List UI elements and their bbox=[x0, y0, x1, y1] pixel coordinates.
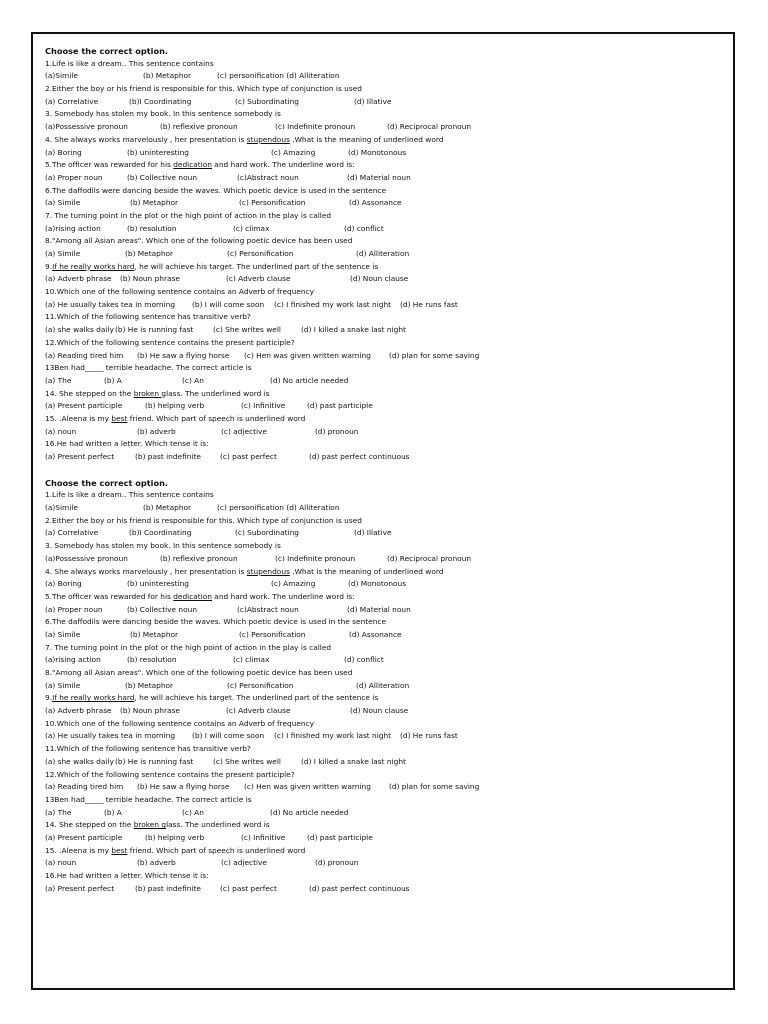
options-row bbox=[45, 502, 725, 515]
options-row bbox=[45, 730, 725, 743]
options-row bbox=[45, 273, 725, 286]
option: (b) A bbox=[104, 375, 122, 385]
options-row bbox=[45, 248, 725, 261]
option: (b) adverb bbox=[137, 858, 176, 868]
option: (c) I finished my work last night bbox=[274, 299, 392, 309]
option: (c) She writes well bbox=[213, 325, 281, 335]
question-stem bbox=[45, 566, 725, 579]
question-stem: 11.Which of the following sentence has transitive verb? bbox=[45, 744, 251, 754]
underlined-word: stupendous bbox=[246, 134, 290, 144]
options-row bbox=[45, 578, 725, 591]
question-stem: 7. The turning point in the plot or the high point of action in the play is called bbox=[45, 642, 332, 652]
options-row bbox=[45, 324, 725, 337]
options-row bbox=[45, 527, 725, 540]
question-stem bbox=[45, 134, 725, 147]
stem-text: .What is the meaning of underlined word bbox=[289, 134, 444, 144]
option: (d) Material noun bbox=[347, 172, 411, 182]
stem-text: friend. Which part of speech is underlined word bbox=[127, 413, 306, 423]
option: (c) Adverb clause bbox=[226, 274, 291, 284]
options-row bbox=[45, 832, 725, 845]
option: (a) He usually takes tea in morning bbox=[45, 299, 176, 309]
options-row bbox=[45, 299, 725, 312]
underlined-word: best bbox=[111, 845, 128, 855]
option: (b) resolution bbox=[127, 655, 177, 665]
options-row bbox=[45, 756, 725, 769]
option: (b) helping verb bbox=[145, 401, 205, 411]
option: (c) Personification bbox=[227, 680, 294, 690]
option: (c) adjective bbox=[221, 858, 267, 868]
option: (c)Abstract noun bbox=[237, 604, 299, 614]
option: (d) pronoun bbox=[315, 426, 359, 436]
question-stem: 8."Among all Asian areas". Which one of the following poetic device has been used bbox=[45, 236, 353, 246]
option: (b) Noun phrase bbox=[120, 706, 180, 716]
stem-text: 5.The officer was rewarded for his bbox=[45, 591, 174, 601]
option: (b) Metaphor bbox=[125, 680, 174, 690]
option: (d) Alliteration bbox=[356, 680, 410, 690]
question-stem: 13Ben had_____ terrible headache. The correct article is bbox=[45, 363, 252, 373]
option: (c) Indefinite pronoun bbox=[275, 122, 356, 132]
stem-text: 4. She always works marvelously , her presentation is bbox=[45, 134, 247, 144]
option: (d) pronoun bbox=[315, 858, 359, 868]
option: (a) Simile bbox=[45, 680, 81, 690]
quiz-block-2 bbox=[45, 477, 725, 896]
options-row bbox=[45, 223, 725, 236]
options-row bbox=[45, 172, 725, 185]
stem-text: 14. She stepped on the bbox=[45, 388, 134, 398]
option: (b) uninteresting bbox=[127, 147, 189, 157]
option: (b) He is running fast bbox=[115, 756, 194, 766]
stem-text: 5.The officer was rewarded for his bbox=[45, 160, 174, 170]
option: (d) plan for some saving bbox=[389, 782, 480, 792]
underlined-word: If he really works hard bbox=[52, 261, 135, 271]
option: (d) Reciprocal pronoun bbox=[387, 553, 472, 563]
option: (d) Illative bbox=[354, 528, 392, 538]
section-heading: Choose the correct option. bbox=[45, 46, 169, 56]
option: (b) I will come soon bbox=[192, 299, 265, 309]
option: (b) resolution bbox=[127, 223, 177, 233]
options-row bbox=[45, 553, 725, 566]
question-stem: 2.Either the boy or his friend is responsible for this. Which type of conjunction is used bbox=[45, 84, 362, 94]
options-row bbox=[45, 350, 725, 363]
options-row bbox=[45, 426, 725, 439]
option: (b) uninteresting bbox=[127, 579, 189, 589]
question-stem: 12.Which of the following sentence contains the present participle? bbox=[45, 769, 295, 779]
option: (b) reflexive pronoun bbox=[160, 553, 238, 563]
option: (c) personification (d) Alliteration bbox=[217, 503, 340, 513]
worksheet bbox=[45, 45, 725, 895]
option: (b) adverb bbox=[137, 426, 176, 436]
option: (d) Illative bbox=[354, 96, 392, 106]
question-stem bbox=[45, 413, 725, 426]
option: (a) Present perfect bbox=[45, 452, 115, 461]
question-stem: 1.Life is like a dream.. This sentence contains bbox=[45, 58, 214, 68]
option: (a) Correlative bbox=[45, 96, 99, 106]
options-row bbox=[45, 375, 725, 388]
stem-text: and hard work. The underline word is: bbox=[211, 160, 355, 170]
underlined-word: best bbox=[111, 413, 128, 423]
options-row bbox=[45, 96, 725, 109]
option: (b) Metaphor bbox=[130, 629, 179, 639]
option: (a)rising action bbox=[45, 223, 101, 233]
option: (c) Personification bbox=[227, 249, 294, 258]
question-stem: 1.Life is like a dream.. This sentence contains bbox=[45, 490, 214, 500]
option: (d) conflict bbox=[344, 655, 384, 665]
stem-text: 14. She stepped on the bbox=[45, 820, 134, 830]
option: (a) Adverb phrase bbox=[45, 274, 112, 284]
option: (d) Assonance bbox=[349, 629, 402, 639]
stem-text: lass. The underlined word is bbox=[166, 388, 270, 398]
stem-text: 15. .Aleena is my bbox=[45, 413, 112, 423]
option: (d) Assonance bbox=[349, 198, 402, 208]
stem-text: , he will achieve his target. The underlined part of the sentence is bbox=[134, 693, 379, 703]
options-row bbox=[45, 197, 725, 210]
option: (a)Simile bbox=[45, 503, 78, 513]
option: (b) I will come soon bbox=[192, 731, 265, 741]
option: (b) He saw a flying horse bbox=[137, 350, 230, 360]
question-stem: 3. Somebody has stolen my book. In this sentence somebody is bbox=[45, 541, 281, 551]
option: (c) Subordinating bbox=[235, 528, 299, 538]
option: (a)Simile bbox=[45, 71, 78, 81]
option: (a) Simile bbox=[45, 198, 81, 208]
option: (c) I finished my work last night bbox=[274, 731, 392, 741]
option: (a) Proper noun bbox=[45, 604, 103, 614]
stem-text: 4. She always works marvelously , her presentation is bbox=[45, 566, 247, 576]
option: (c) Infinitive bbox=[241, 832, 286, 842]
question-stem: 10.Which one of the following sentence contains an Adverb of frequency bbox=[45, 718, 315, 728]
options-row bbox=[45, 883, 725, 896]
option: (c) Subordinating bbox=[235, 96, 299, 106]
options-row bbox=[45, 451, 725, 464]
option: (a) Boring bbox=[45, 147, 82, 157]
option: (c) past perfect bbox=[220, 883, 277, 893]
option: (d) Noun clause bbox=[350, 274, 409, 284]
option: (b) reflexive pronoun bbox=[160, 122, 238, 132]
option: (b) Metaphor bbox=[125, 249, 174, 258]
option: (c) She writes well bbox=[213, 756, 281, 766]
option: (a) Simile bbox=[45, 249, 81, 258]
option: (a) Present perfect bbox=[45, 883, 115, 893]
option: (a) she walks daily bbox=[45, 756, 114, 766]
option: (c) Indefinite pronoun bbox=[275, 553, 356, 563]
quiz-block-1 bbox=[45, 45, 725, 464]
underlined-word: If he really works hard bbox=[52, 693, 135, 703]
option: (a) Simile bbox=[45, 629, 81, 639]
question-stem: 7. The turning point in the plot or the high point of action in the play is called bbox=[45, 210, 332, 220]
option: (a) The bbox=[45, 375, 72, 385]
option: (d) past participle bbox=[307, 401, 373, 411]
option: (d) Alliteration bbox=[356, 249, 410, 258]
option: (c) Hen was given written warning bbox=[244, 350, 371, 360]
question-stem: 2.Either the boy or his friend is responsible for this. Which type of conjunction is used bbox=[45, 515, 362, 525]
option: (d) I killed a snake last night bbox=[301, 756, 406, 766]
options-row bbox=[45, 147, 725, 160]
option: (d) He runs fast bbox=[400, 299, 458, 309]
option: (b) Metaphor bbox=[130, 198, 179, 208]
option: (d) No article needed bbox=[270, 375, 349, 385]
question-stem bbox=[45, 591, 725, 604]
option: (b) He saw a flying horse bbox=[137, 782, 230, 792]
question-stem: 13Ben had_____ terrible headache. The correct article is bbox=[45, 794, 252, 804]
option: (c) An bbox=[182, 375, 204, 385]
question-stem: 6.The daffodils were dancing beside the waves. Which poetic device is used in the sentence bbox=[45, 617, 386, 627]
stem-text: 9. bbox=[45, 261, 53, 271]
option: (c) An bbox=[182, 807, 204, 817]
option: (c) Hen was given written warning bbox=[244, 782, 371, 792]
question-stem: 3. Somebody has stolen my book. In this sentence somebody is bbox=[45, 109, 281, 119]
option: (a) Correlative bbox=[45, 528, 99, 538]
underlined-word: dedication bbox=[173, 591, 212, 601]
option: (a) Reading tired him bbox=[45, 350, 124, 360]
options-row bbox=[45, 705, 725, 718]
option: (b) Metaphor bbox=[143, 71, 192, 81]
option: (c) Personification bbox=[239, 629, 306, 639]
option: (d) past perfect continuous bbox=[309, 883, 410, 893]
option: (a) Present participle bbox=[45, 832, 123, 842]
options-row bbox=[45, 807, 725, 820]
stem-text: , he will achieve his target. The underlined part of the sentence is bbox=[134, 261, 379, 271]
option: (c) Amazing bbox=[271, 579, 316, 589]
option: (d) He runs fast bbox=[400, 731, 458, 741]
option: (c) Personification bbox=[239, 198, 306, 208]
option: (a)Possessive pronoun bbox=[45, 553, 128, 563]
option: (a) noun bbox=[45, 858, 77, 868]
stem-text: lass. The underlined word is bbox=[166, 820, 270, 830]
option: (a) Present participle bbox=[45, 401, 123, 411]
underlined-word: dedication bbox=[173, 160, 212, 170]
stem-text: friend. Which part of speech is underlined word bbox=[127, 845, 306, 855]
option: (c)Abstract noun bbox=[237, 172, 299, 182]
underlined-word: broken g bbox=[133, 388, 167, 398]
options-row bbox=[45, 70, 725, 83]
option: (b) helping verb bbox=[145, 832, 205, 842]
option: (d) plan for some saving bbox=[389, 350, 480, 360]
option: (d) Monotonous bbox=[348, 147, 407, 157]
option: (b)I Coordinating bbox=[129, 528, 192, 538]
option: (a)rising action bbox=[45, 655, 101, 665]
question-stem: 8."Among all Asian areas". Which one of the following poetic device has been used bbox=[45, 668, 353, 677]
option: (a) The bbox=[45, 807, 72, 817]
option: (d) conflict bbox=[344, 223, 384, 233]
question-stem: 16.He had written a letter. Which tense it is: bbox=[45, 439, 209, 449]
option: (c) adjective bbox=[221, 426, 267, 436]
option: (b) A bbox=[104, 807, 122, 817]
option: (b) Noun phrase bbox=[120, 274, 180, 284]
options-row bbox=[45, 654, 725, 667]
question-stem: 12.Which of the following sentence contains the present participle? bbox=[45, 337, 295, 347]
options-row bbox=[45, 400, 725, 413]
option: (b)I Coordinating bbox=[129, 96, 192, 106]
options-row bbox=[45, 857, 725, 870]
option: (b) past indefinite bbox=[135, 452, 201, 461]
stem-text: .What is the meaning of underlined word bbox=[289, 566, 444, 576]
option: (b) past indefinite bbox=[135, 883, 201, 893]
option: (c) past perfect bbox=[220, 452, 277, 461]
option: (c) personification (d) Alliteration bbox=[217, 71, 340, 81]
option: (a) Reading tired him bbox=[45, 782, 124, 792]
underlined-word: stupendous bbox=[246, 566, 290, 576]
question-stem bbox=[45, 692, 725, 705]
option: (b) Metaphor bbox=[143, 503, 192, 513]
option: (b) Collective noun bbox=[127, 172, 198, 182]
option: (d) Reciprocal pronoun bbox=[387, 122, 472, 132]
question-stem bbox=[45, 388, 725, 401]
option: (d) No article needed bbox=[270, 807, 349, 817]
stem-text: 15. .Aleena is my bbox=[45, 845, 112, 855]
stem-text: 9. bbox=[45, 693, 53, 703]
option: (a) Proper noun bbox=[45, 172, 103, 182]
question-stem: 6.The daffodils were dancing beside the waves. Which poetic device is used in the sentence bbox=[45, 185, 386, 195]
section-heading: Choose the correct option. bbox=[45, 477, 169, 488]
option: (a) noun bbox=[45, 426, 77, 436]
options-row bbox=[45, 629, 725, 642]
option: (c) climax bbox=[233, 655, 270, 665]
question-stem: 11.Which of the following sentence has transitive verb? bbox=[45, 312, 251, 322]
options-row bbox=[45, 781, 725, 794]
question-stem: 16.He had written a letter. Which tense it is: bbox=[45, 871, 209, 880]
question-stem: 10.Which one of the following sentence contains an Adverb of frequency bbox=[45, 287, 315, 297]
question-stem bbox=[45, 261, 725, 274]
option: (a) Adverb phrase bbox=[45, 706, 112, 716]
option: (d) Noun clause bbox=[350, 706, 409, 716]
option: (d) Material noun bbox=[347, 604, 411, 614]
stem-text: and hard work. The underline word is: bbox=[211, 591, 355, 601]
option: (d) past participle bbox=[307, 832, 373, 842]
options-row bbox=[45, 680, 725, 693]
option: (b) Collective noun bbox=[127, 604, 198, 614]
option: (a) Boring bbox=[45, 579, 82, 589]
option: (c) climax bbox=[233, 223, 270, 233]
options-row bbox=[45, 604, 725, 617]
question-stem bbox=[45, 845, 725, 858]
question-stem bbox=[45, 819, 725, 832]
option: (a) He usually takes tea in morning bbox=[45, 731, 176, 741]
option: (d) I killed a snake last night bbox=[301, 325, 406, 335]
option: (d) past perfect continuous bbox=[309, 452, 410, 461]
option: (d) Monotonous bbox=[348, 579, 407, 589]
option: (c) Infinitive bbox=[241, 401, 286, 411]
option: (c) Adverb clause bbox=[226, 706, 291, 716]
options-row bbox=[45, 121, 725, 134]
option: (b) He is running fast bbox=[115, 325, 194, 335]
option: (a)Possessive pronoun bbox=[45, 122, 128, 132]
underlined-word: broken g bbox=[133, 820, 167, 830]
question-stem bbox=[45, 159, 725, 172]
option: (a) she walks daily bbox=[45, 325, 114, 335]
option: (c) Amazing bbox=[271, 147, 316, 157]
